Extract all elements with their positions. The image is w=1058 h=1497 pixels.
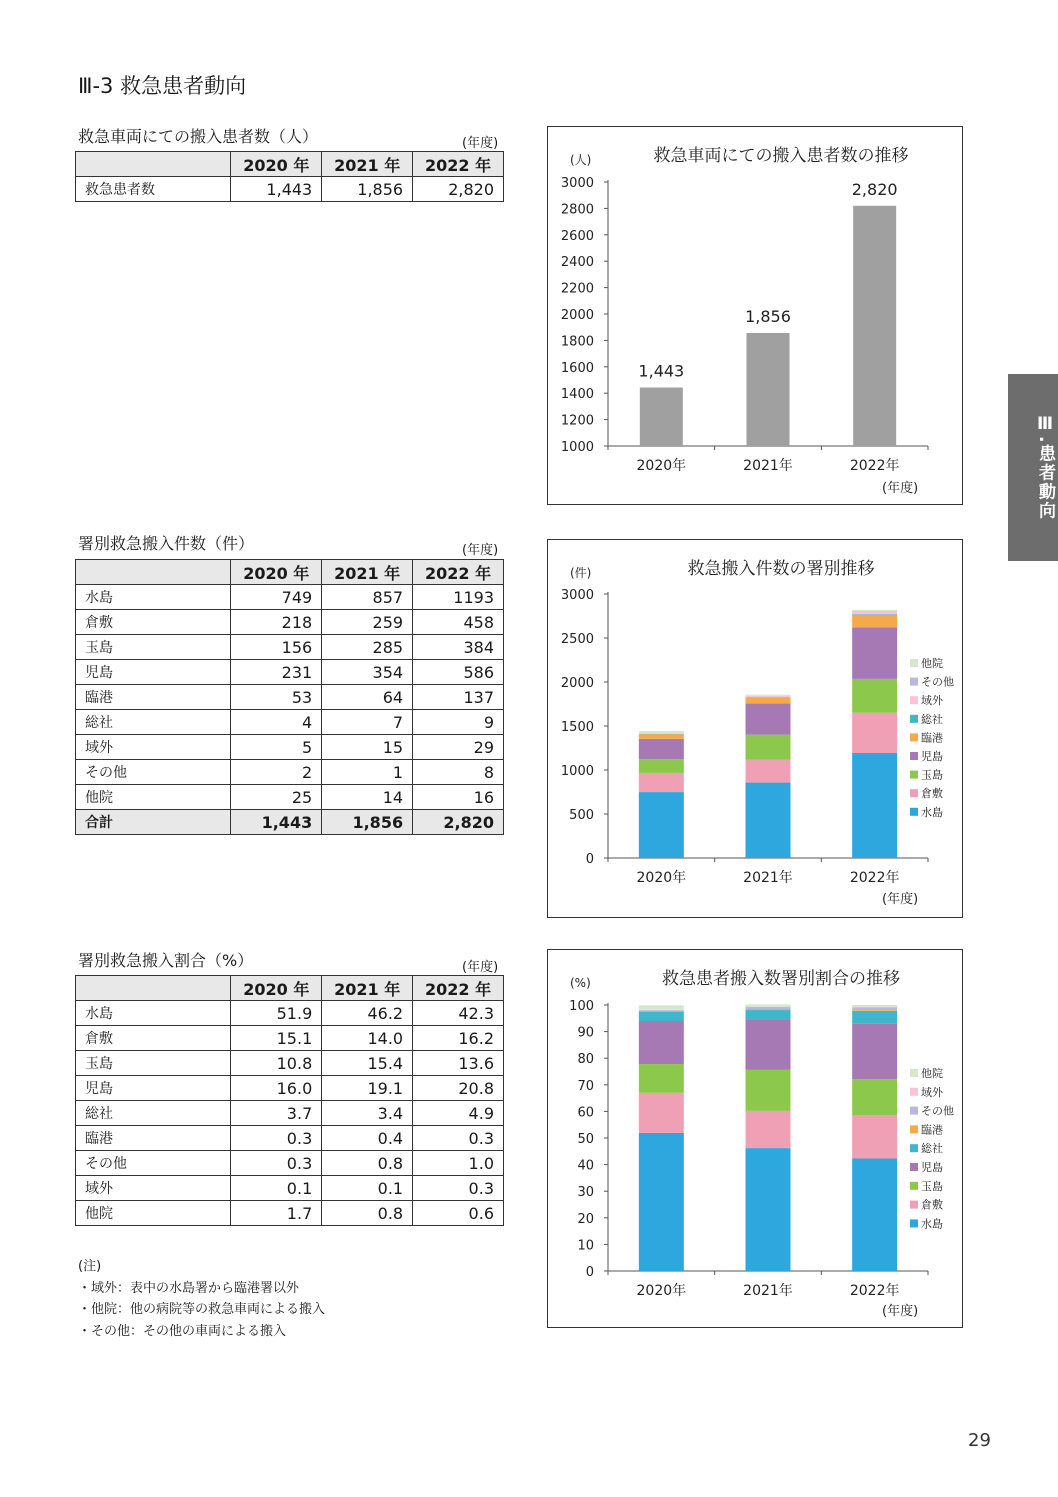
table-cell: 16.0	[231, 1076, 322, 1101]
legend-label: 児島	[921, 750, 943, 763]
legend-swatch	[910, 808, 918, 816]
table-cell: 586	[413, 660, 504, 685]
chart-ylabel: (件)	[570, 566, 592, 580]
row-label: その他	[76, 1151, 231, 1176]
row-label: 総社	[76, 710, 231, 735]
chart-bar-segment	[746, 1019, 791, 1070]
table-header-cell: 2020 年	[231, 152, 322, 177]
table-row	[76, 1176, 504, 1201]
table-header-row	[76, 560, 504, 585]
chart-bar-segment	[746, 1004, 791, 1006]
table3	[75, 975, 504, 1226]
table-header-cell: 2020 年	[231, 560, 322, 585]
table-cell: 19.1	[322, 1076, 413, 1101]
chart-bar-segment	[639, 759, 684, 773]
table-header-cell: 2020 年	[231, 976, 322, 1001]
chart-data-label: 1,856	[745, 307, 791, 327]
table-cell: 13.6	[413, 1051, 504, 1076]
row-label: 倉敷	[76, 1026, 231, 1051]
chart-bar-segment	[639, 773, 684, 792]
chart-bar-segment	[852, 627, 897, 679]
chart-bar-segment	[746, 696, 791, 697]
table-cell: 4.9	[413, 1101, 504, 1126]
row-label: 倉敷	[76, 610, 231, 635]
table-cell: 2,820	[413, 177, 504, 202]
chart-y-tick-label: 2400	[560, 255, 594, 271]
table-row	[76, 1076, 504, 1101]
row-label: 水島	[76, 585, 231, 610]
table-cell: 156	[231, 635, 322, 660]
table-cell: 458	[413, 610, 504, 635]
table-header-cell: 2021 年	[322, 560, 413, 585]
chart-bar	[747, 333, 790, 446]
table-cell: 857	[322, 585, 413, 610]
row-label: 域外	[76, 1176, 231, 1201]
table-cell: 15.4	[322, 1051, 413, 1076]
chart-x-tick-label: 2020年	[636, 1283, 687, 1299]
table3-unit: (年度)	[462, 960, 499, 975]
row-label: 他院	[76, 785, 231, 810]
table-cell: 1,856	[322, 177, 413, 202]
chart-bar-segment	[746, 695, 791, 696]
legend-label: 倉敷	[921, 787, 943, 801]
table-cell: 0.4	[322, 1126, 413, 1151]
chart-y-tick-label: 1400	[560, 387, 594, 403]
chart-x-tick-label: 2021年	[743, 458, 793, 474]
chart-y-tick-label: 2200	[560, 281, 594, 297]
chart-bar-segment	[852, 1158, 897, 1271]
table-row	[76, 1201, 504, 1226]
table-cell: 15.1	[231, 1026, 322, 1051]
chart-bar-segment	[746, 735, 791, 760]
chart-y-tick-label: 2000	[560, 676, 594, 691]
table-cell: 0.1	[322, 1176, 413, 1201]
chart-y-tick-label: 20	[577, 1211, 594, 1227]
chart-x-tick-label: 2021年	[743, 1283, 793, 1299]
chart-bar-segment	[639, 1011, 684, 1012]
chart-y-tick-label: 2500	[560, 632, 594, 647]
chart3	[548, 950, 962, 1327]
table-cell: 1,856	[322, 810, 413, 835]
row-label: 域外	[76, 735, 231, 760]
legend-label: 玉島	[921, 1179, 943, 1193]
chart-bar-segment	[746, 704, 791, 735]
chart-bar-segment	[852, 1115, 897, 1158]
legend-label: 域外	[921, 694, 943, 708]
table-cell: 3.7	[231, 1101, 322, 1126]
chart-bar-segment	[746, 1007, 791, 1009]
chart-xlabel: (年度)	[882, 481, 919, 496]
legend-label: 児島	[921, 1161, 943, 1174]
table-header-cell	[76, 152, 231, 177]
notes	[78, 1256, 325, 1342]
chart-y-tick-label: 0	[585, 852, 594, 867]
table-cell: 0.3	[231, 1151, 322, 1176]
legend-swatch	[910, 1069, 918, 1077]
chart-x-tick-label: 2020年	[636, 870, 687, 886]
table2-title: 署別救急搬入件数（件）	[78, 534, 255, 553]
chart3-box	[547, 949, 963, 1328]
table-row	[76, 1126, 504, 1151]
table-row	[76, 685, 504, 710]
table-cell: 5	[231, 735, 322, 760]
chart-bar-segment	[639, 731, 684, 733]
legend-label: 他院	[921, 657, 943, 670]
chart-bar-segment	[639, 1021, 684, 1064]
table-row	[76, 1151, 504, 1176]
table1-unit: (年度)	[462, 136, 499, 151]
chart-title: 救急搬入件数の署別推移	[687, 559, 875, 579]
legend-swatch	[910, 771, 918, 779]
chart-bar-segment	[746, 698, 791, 704]
row-label: 児島	[76, 1076, 231, 1101]
chart-y-tick-label: 10	[577, 1238, 594, 1254]
legend-label: 水島	[921, 805, 943, 819]
table-cell: 0.8	[322, 1201, 413, 1226]
table-cell: 0.8	[322, 1151, 413, 1176]
table-cell: 0.1	[231, 1176, 322, 1201]
table-cell: 218	[231, 610, 322, 635]
chart-bar-segment	[746, 1070, 791, 1111]
table-cell: 1,443	[231, 177, 322, 202]
table-row	[76, 1001, 504, 1026]
chart-ylabel: (%)	[570, 976, 591, 990]
legend-label: 倉敷	[921, 1198, 943, 1212]
chart-y-tick-label: 50	[577, 1132, 594, 1147]
side-tab	[1008, 374, 1058, 561]
legend-swatch	[910, 1219, 918, 1227]
table2	[75, 559, 504, 835]
table-cell: 25	[231, 785, 322, 810]
row-label: 他院	[76, 1201, 231, 1226]
table-row	[76, 660, 504, 685]
table-cell: 20.8	[413, 1076, 504, 1101]
table-row	[76, 710, 504, 735]
chart-bar-segment	[746, 697, 791, 698]
chart-bar-segment	[852, 612, 897, 615]
chart-y-tick-label: 2000	[560, 308, 594, 323]
chart-bar-segment	[746, 783, 791, 858]
chart-y-tick-label: 70	[577, 1078, 594, 1094]
table-cell: 1,443	[231, 810, 322, 835]
legend-label: その他	[921, 675, 954, 689]
table-cell: 0.3	[413, 1126, 504, 1151]
note-line: ・その他：その他の車両による搬入	[78, 1323, 287, 1339]
chart-data-label: 2,820	[851, 179, 898, 199]
row-label: 臨港	[76, 685, 231, 710]
legend-label: 臨港	[921, 1123, 943, 1137]
table-cell: 16	[413, 785, 504, 810]
table-cell: 0.3	[231, 1126, 322, 1151]
table-row	[76, 1026, 504, 1051]
chart-bar-segment	[852, 615, 897, 627]
chart-bar-segment	[746, 1111, 791, 1148]
chart-x-tick-label: 2022年	[849, 870, 900, 886]
chart-bar-segment	[852, 1024, 897, 1079]
table-header-cell: 2022 年	[413, 560, 504, 585]
legend-swatch	[910, 1182, 918, 1190]
chart-y-tick-label: 2800	[560, 202, 594, 218]
legend-swatch	[910, 1163, 918, 1171]
chart-bar-segment	[639, 734, 684, 739]
legend-swatch	[910, 715, 918, 723]
chart-bar-segment	[639, 1010, 684, 1011]
legend-swatch	[910, 659, 918, 667]
legend-swatch	[910, 1107, 918, 1115]
chart-bar-segment	[746, 1010, 791, 1019]
table-cell: 53	[231, 685, 322, 710]
row-label: 水島	[76, 1001, 231, 1026]
legend-swatch	[910, 1144, 918, 1152]
row-label: 総社	[76, 1101, 231, 1126]
table-cell: 14.0	[322, 1026, 413, 1051]
chart-y-tick-label: 90	[577, 1025, 594, 1041]
legend-swatch	[910, 733, 918, 741]
table-cell: 15	[322, 735, 413, 760]
legend-label: 他院	[921, 1067, 943, 1080]
chart2-box	[547, 539, 963, 918]
chart-y-tick-label: 80	[577, 1052, 594, 1068]
row-label: 合計	[76, 810, 231, 835]
chart-bar-segment	[852, 753, 897, 858]
table-cell: 2	[231, 760, 322, 785]
legend-swatch	[910, 696, 918, 704]
table-total-row	[76, 810, 504, 835]
chart-y-tick-label: 60	[577, 1105, 594, 1121]
chart-bar	[640, 388, 683, 446]
table-cell: 4	[231, 710, 322, 735]
legend-swatch	[910, 752, 918, 760]
legend-swatch	[910, 789, 918, 797]
table-cell: 749	[231, 585, 322, 610]
legend-label: 総社	[921, 1142, 943, 1156]
table-row	[76, 610, 504, 635]
table-header-row	[76, 152, 504, 177]
chart-bar	[853, 206, 896, 446]
chart-y-tick-label: 2600	[560, 228, 594, 244]
chart-y-tick-label: 1500	[560, 720, 594, 735]
chart-bar-segment	[852, 611, 897, 612]
chart1-box	[547, 126, 963, 505]
table-cell: 231	[231, 660, 322, 685]
table-row	[76, 177, 504, 202]
table-row	[76, 760, 504, 785]
chart-title: 救急患者搬入数署別割合の推移	[662, 969, 900, 989]
chart-bar-segment	[852, 1079, 897, 1115]
table-row	[76, 1101, 504, 1126]
table-cell: 42.3	[413, 1001, 504, 1026]
legend-label: 水島	[921, 1217, 943, 1231]
chart1	[548, 127, 962, 504]
note-line: ・域外：表中の水島署から臨港署以外	[78, 1280, 300, 1296]
chart-x-tick-label: 2021年	[743, 870, 793, 886]
table-header-cell: 2021 年	[322, 152, 413, 177]
page-number: 29	[968, 1430, 991, 1451]
chart-y-tick-label: 3000	[560, 588, 594, 603]
chart-bar-segment	[852, 1007, 897, 1010]
legend-swatch	[910, 1125, 918, 1133]
table-cell: 16.2	[413, 1026, 504, 1051]
row-label: その他	[76, 760, 231, 785]
table-row	[76, 785, 504, 810]
chart-bar-segment	[852, 1011, 897, 1024]
chart-y-tick-label: 1600	[560, 360, 594, 376]
table-cell: 7	[322, 710, 413, 735]
row-label: 児島	[76, 660, 231, 685]
note-line: ・他院：他の病院等の救急車両による搬入	[78, 1302, 326, 1317]
section-title: Ⅲ-3 救急患者動向	[78, 74, 247, 98]
chart-bar-segment	[852, 679, 897, 713]
chart-y-tick-label: 1800	[560, 334, 594, 350]
chart-x-tick-label: 2022年	[849, 458, 900, 474]
table-cell: 0.3	[413, 1176, 504, 1201]
chart-title: 救急車両にての搬入患者数の推移	[653, 146, 909, 166]
legend-label: 玉島	[921, 768, 943, 782]
table-row	[76, 1051, 504, 1076]
chart-x-tick-label: 2020年	[636, 458, 687, 474]
chart-y-tick-label: 100	[569, 999, 594, 1014]
chart-x-tick-label: 2022年	[849, 1283, 900, 1299]
chart-bar-segment	[852, 1007, 897, 1008]
table-header-cell: 2022 年	[413, 152, 504, 177]
table-cell: 46.2	[322, 1001, 413, 1026]
chart-xlabel: (年度)	[882, 892, 919, 907]
table-cell: 14	[322, 785, 413, 810]
table3-title: 署別救急搬入割合（%）	[78, 951, 254, 970]
table-cell: 3.4	[322, 1101, 413, 1126]
row-label: 救急患者数	[76, 177, 231, 202]
chart-y-tick-label: 3000	[560, 176, 594, 191]
chart2	[548, 540, 962, 917]
chart-ylabel: (人)	[570, 153, 592, 167]
table-cell: 8	[413, 760, 504, 785]
legend-swatch	[910, 1088, 918, 1096]
chart-y-tick-label: 1000	[560, 440, 594, 455]
table-cell: 64	[322, 685, 413, 710]
chart-y-tick-label: 30	[577, 1185, 594, 1201]
table1	[75, 151, 504, 202]
chart-bar-segment	[639, 792, 684, 858]
chart-bar-segment	[639, 739, 684, 759]
table-cell: 285	[322, 635, 413, 660]
notes-heading: (注)	[78, 1259, 102, 1274]
table-cell: 9	[413, 710, 504, 735]
chart-y-tick-label: 1200	[560, 413, 594, 429]
table-header-cell	[76, 976, 231, 1001]
chart-bar-segment	[746, 1009, 791, 1010]
table-cell: 0.6	[413, 1201, 504, 1226]
table-row	[76, 585, 504, 610]
chart-xlabel: (年度)	[882, 1304, 919, 1319]
table-cell: 384	[413, 635, 504, 660]
legend-swatch	[910, 1201, 918, 1209]
table2-unit: (年度)	[462, 543, 499, 558]
table-cell: 1.7	[231, 1201, 322, 1226]
chart-data-label: 1,443	[638, 361, 685, 381]
table-cell: 137	[413, 685, 504, 710]
row-label: 玉島	[76, 635, 231, 660]
chart-bar-segment	[852, 1005, 897, 1007]
chart-y-tick-label: 1000	[560, 764, 594, 779]
table-cell: 1.0	[413, 1151, 504, 1176]
table-header-row	[76, 976, 504, 1001]
chart-bar-segment	[746, 760, 791, 783]
table1-title: 救急車両にての搬入患者数（人）	[78, 127, 319, 146]
chart-bar-segment	[639, 1005, 684, 1010]
row-label: 玉島	[76, 1051, 231, 1076]
table-row	[76, 735, 504, 760]
chart-bar-segment	[639, 1064, 684, 1093]
chart-y-tick-label: 500	[569, 808, 594, 823]
table-header-cell: 2021 年	[322, 976, 413, 1001]
table-cell: 51.9	[231, 1001, 322, 1026]
legend-swatch	[910, 678, 918, 686]
table-cell: 1193	[413, 585, 504, 610]
table-cell: 354	[322, 660, 413, 685]
chart-bar-segment	[852, 610, 897, 611]
legend-label: 臨港	[921, 731, 943, 745]
chart-bar-segment	[852, 713, 897, 753]
side-tab-label: Ⅲ.患者動向	[1035, 414, 1055, 521]
chart-y-tick-label: 40	[577, 1158, 594, 1174]
row-label: 臨港	[76, 1126, 231, 1151]
table-cell: 10.8	[231, 1051, 322, 1076]
chart-bar-segment	[639, 1133, 684, 1271]
chart-bar-segment	[746, 1148, 791, 1271]
table-header-cell: 2022 年	[413, 976, 504, 1001]
chart-bar-segment	[639, 1012, 684, 1022]
chart-bar-segment	[852, 615, 897, 616]
legend-label: 総社	[921, 712, 943, 726]
chart-bar-segment	[852, 1010, 897, 1011]
legend-label: 域外	[921, 1085, 943, 1099]
table-cell: 2,820	[413, 810, 504, 835]
legend-label: その他	[921, 1104, 954, 1118]
table-header-cell	[76, 560, 231, 585]
table-cell: 259	[322, 610, 413, 635]
table-cell: 1	[322, 760, 413, 785]
table-cell: 29	[413, 735, 504, 760]
chart-bar-segment	[639, 1093, 684, 1133]
table-row	[76, 635, 504, 660]
chart-y-tick-label: 0	[585, 1265, 594, 1280]
